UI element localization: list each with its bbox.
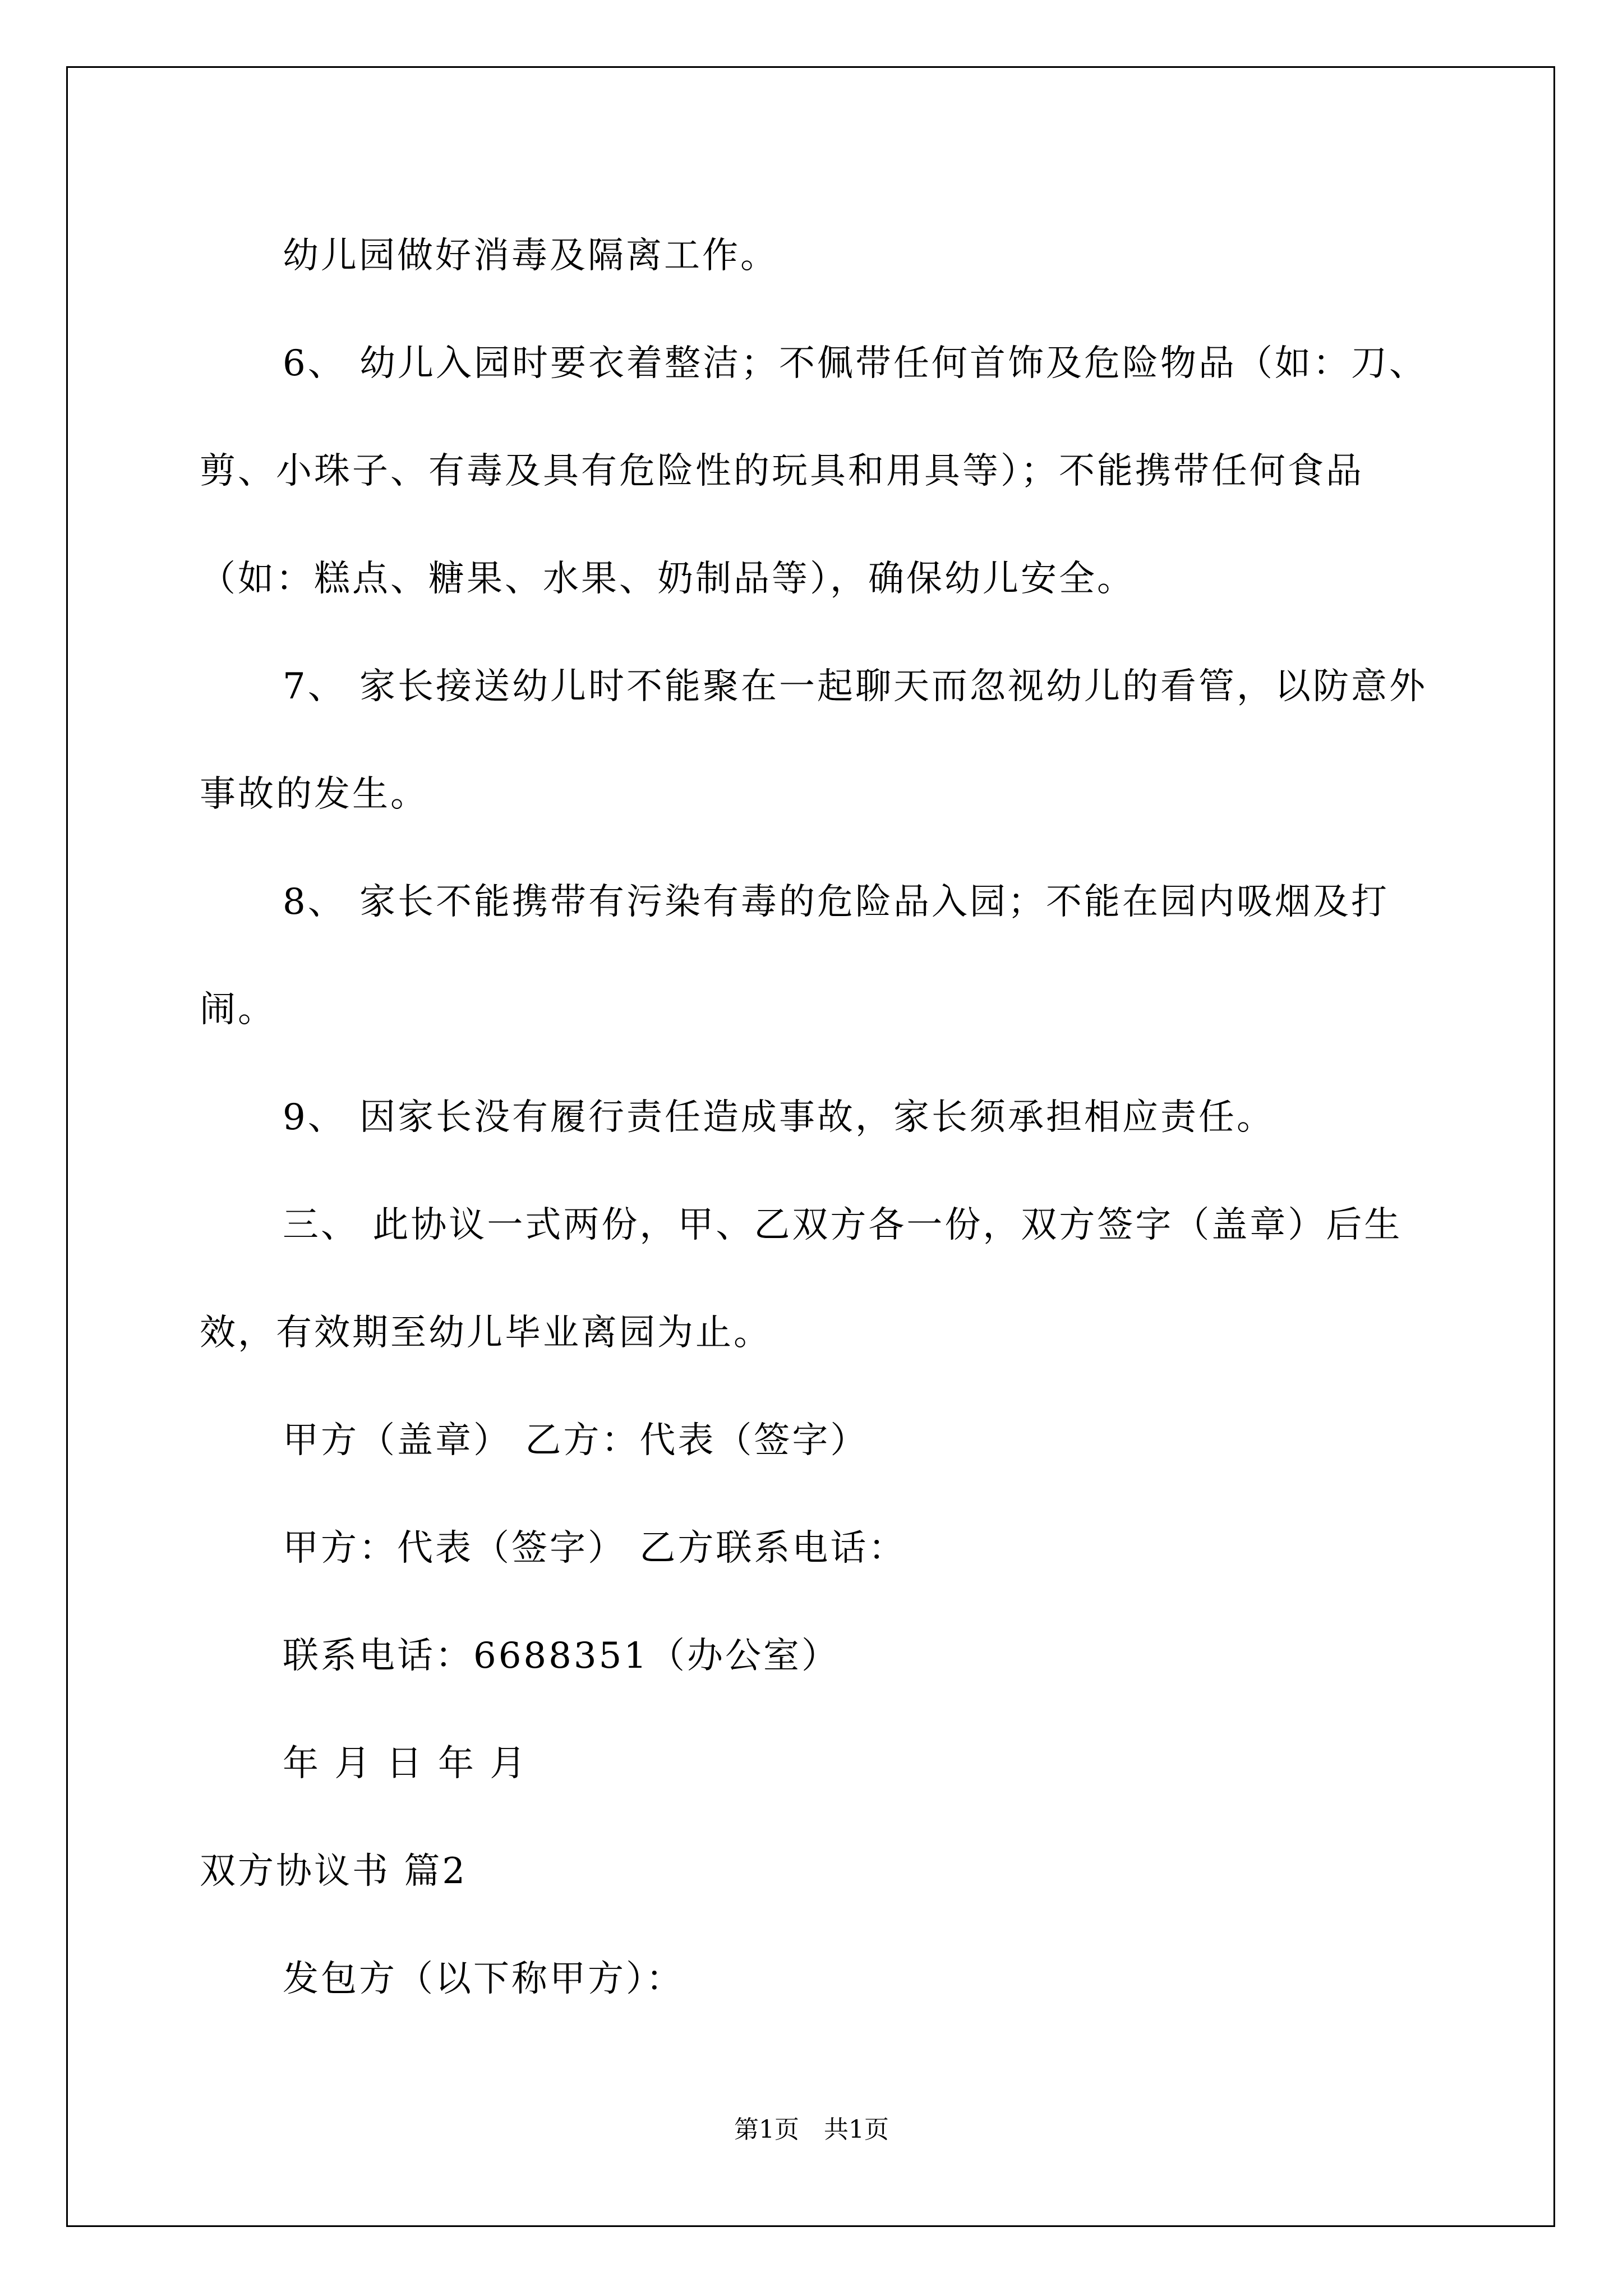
paragraph-item-7: 7、 家长接送幼儿时不能聚在一起聊天而忽视幼儿的看管，以防意外事故的发生。 xyxy=(200,666,1428,815)
contractor-line: 发包方（以下称甲方）： xyxy=(283,1958,684,2000)
contact-phone: 联系电话：6688351（办公室） xyxy=(283,1635,840,1677)
signature-line-2: 甲方：代表（签字） 乙方联系电话： xyxy=(283,1527,907,1569)
page-footer: 第1页 共1页 xyxy=(734,2115,889,2144)
paragraph-item-6: 6、 幼儿入园时要衣着整洁；不佩带任何首饰及危险物品（如：刀、剪、小珠子、有毒及具有危险性的玩具和用具等）；不能携带任何食品（如：糕点、糖果、水果、奶制品等），确保幼儿安全。 xyxy=(200,343,1428,600)
paragraph-disinfection: 幼儿园做好消毒及隔离工作。 xyxy=(283,235,778,277)
paragraph-section-3: 三、 此协议一式两份，甲、乙双方各一份，双方签字（盖章）后生效，有效期至幼儿毕业离园为止。 xyxy=(200,1204,1403,1354)
date-line: 年 月 日 年 月 xyxy=(283,1743,528,1784)
signature-line-1: 甲方（盖章） 乙方：代表（签字） xyxy=(283,1420,869,1461)
paragraph-item-9: 9、 因家长没有履行责任造成事故，家长须承担相应责任。 xyxy=(283,1097,1275,1138)
document-body xyxy=(200,202,1433,2033)
section-heading-2: 双方协议书 篇2 xyxy=(200,1851,468,1892)
paragraph-item-8: 8、 家长不能携带有污染有毒的危险品入园；不能在园内吸烟及打闹。 xyxy=(200,881,1390,1030)
